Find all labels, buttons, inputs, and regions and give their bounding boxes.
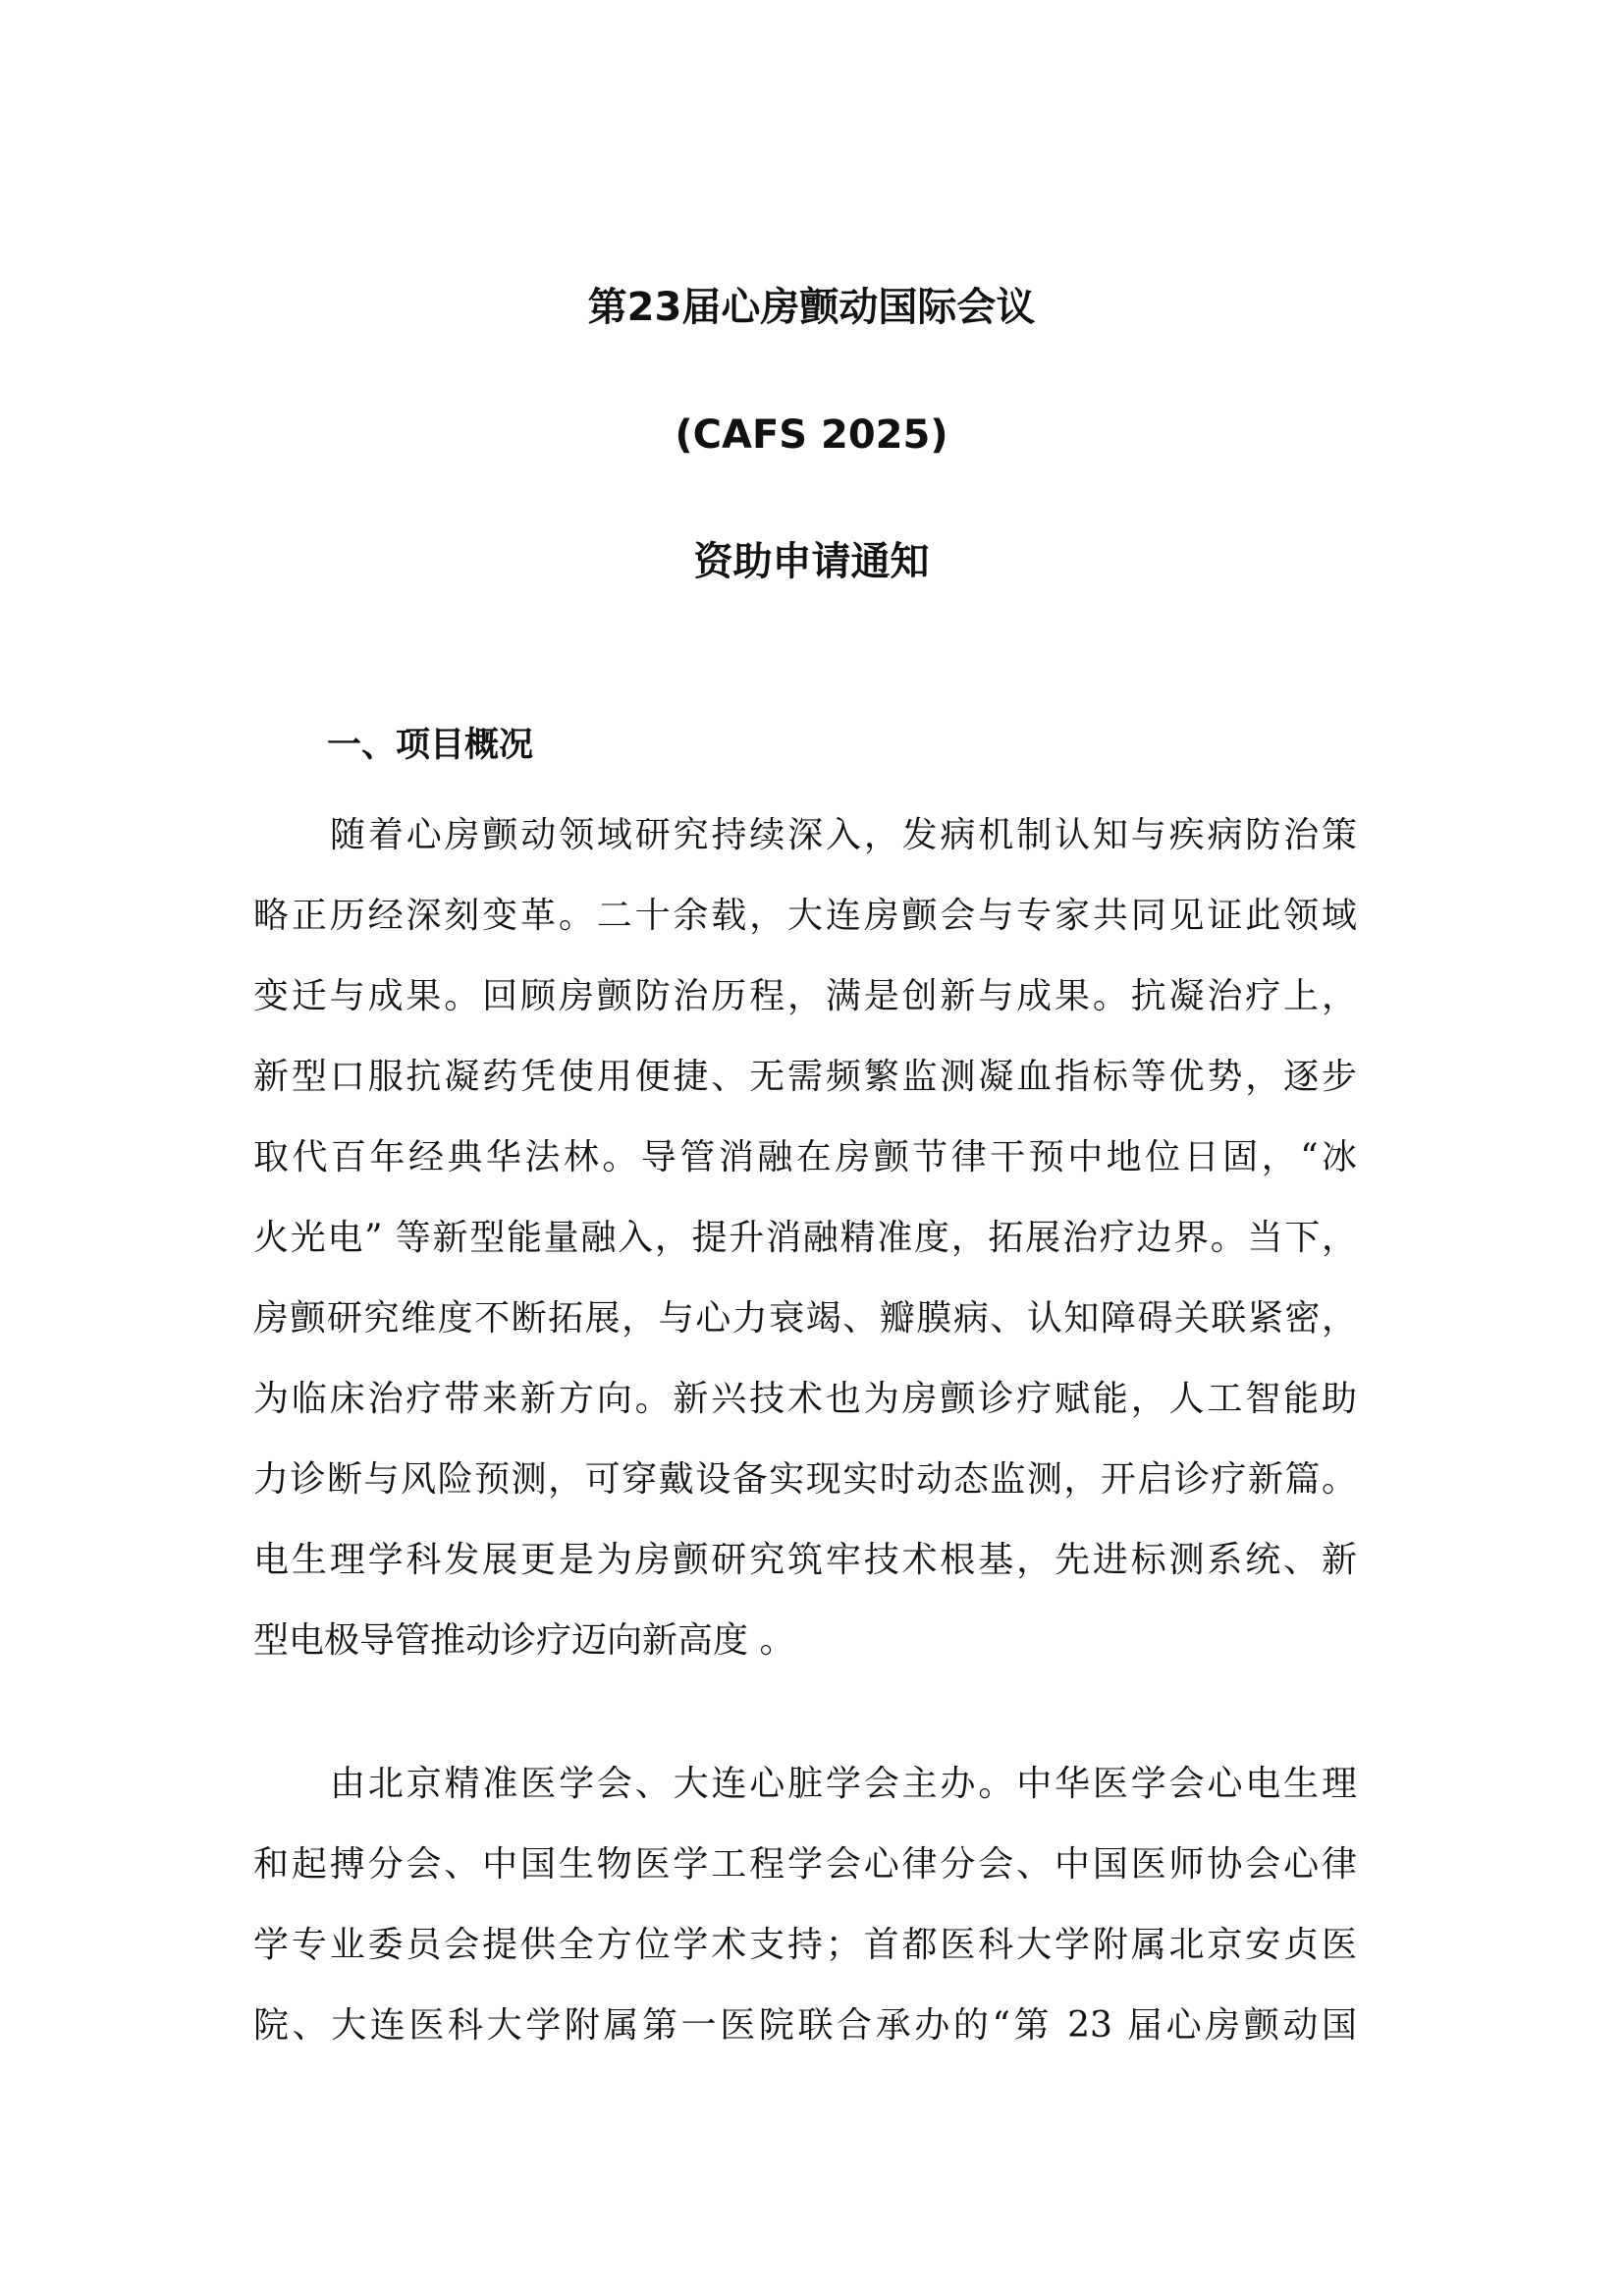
paragraph-line: 取代百年经典华法林。导管消融在房颤节律干预中地位日固，“冰 [253,1137,1357,1177]
document-subtitle-notice: 资助申请通知 [693,539,930,584]
paragraph-line: 电生理学科发展更是为房颤研究筑牢技术根基，先进标测系统、新 [253,1540,1357,1580]
paragraph-line: 型电极导管推动诊疗迈向新高度 。 [253,1620,795,1661]
paragraph-organizers [253,1744,1357,2066]
paragraph-line: 略正历经深刻变革。二十余载，大连房颤会与专家共同见证此领域 [253,896,1357,936]
section-heading-project-overview: 一、项目概况 [327,726,534,765]
paragraph-line: 变迁与成果。回顾房颤防治历程，满是创新与成果。抗凝治疗上， [253,976,1357,1016]
paragraph-line: 和起搏分会、中国生物医学工程学会心律分会、中国医师协会心律 [253,1844,1357,1885]
paragraph-line: 为临床治疗带来新方向。新兴技术也为房颤诊疗赋能，人工智能助 [253,1379,1357,1419]
paragraph-line: 火光电” 等新型能量融入，提升消融精准度，拓展治疗边界。当下， [253,1218,1357,1258]
document-subtitle-abbreviation: (CAFS 2025) [675,412,948,458]
paragraph-background [253,795,1357,1681]
paragraph-line: 随着心房颤动领域研究持续深入，发病机制认知与疾病防治策 [330,815,1357,855]
paragraph-line: 房颤研究维度不断拓展，与心力衰竭、瓣膜病、认知障碍关联紧密， [253,1298,1357,1339]
paragraph-line: 力诊断与风险预测，可穿戴设备实现实时动态监测，开启诊疗新篇。 [253,1459,1357,1500]
paragraph-line: 学专业委员会提供全方位学术支持；首都医科大学附属北京安贞医 [253,1925,1357,1965]
document-title: 第23届心房颤动国际会议 [587,285,1036,330]
paragraph-line: 新型口服抗凝药凭使用便捷、无需频繁监测凝血指标等优势，逐步 [253,1057,1357,1097]
paragraph-line: 院、大连医科大学附属第一医院联合承办的“第 23 届心房颤动国 [253,2005,1357,2046]
paragraph-line: 由北京精准医学会、大连心脏学会主办。中华医学会心电生理 [330,1764,1357,1804]
